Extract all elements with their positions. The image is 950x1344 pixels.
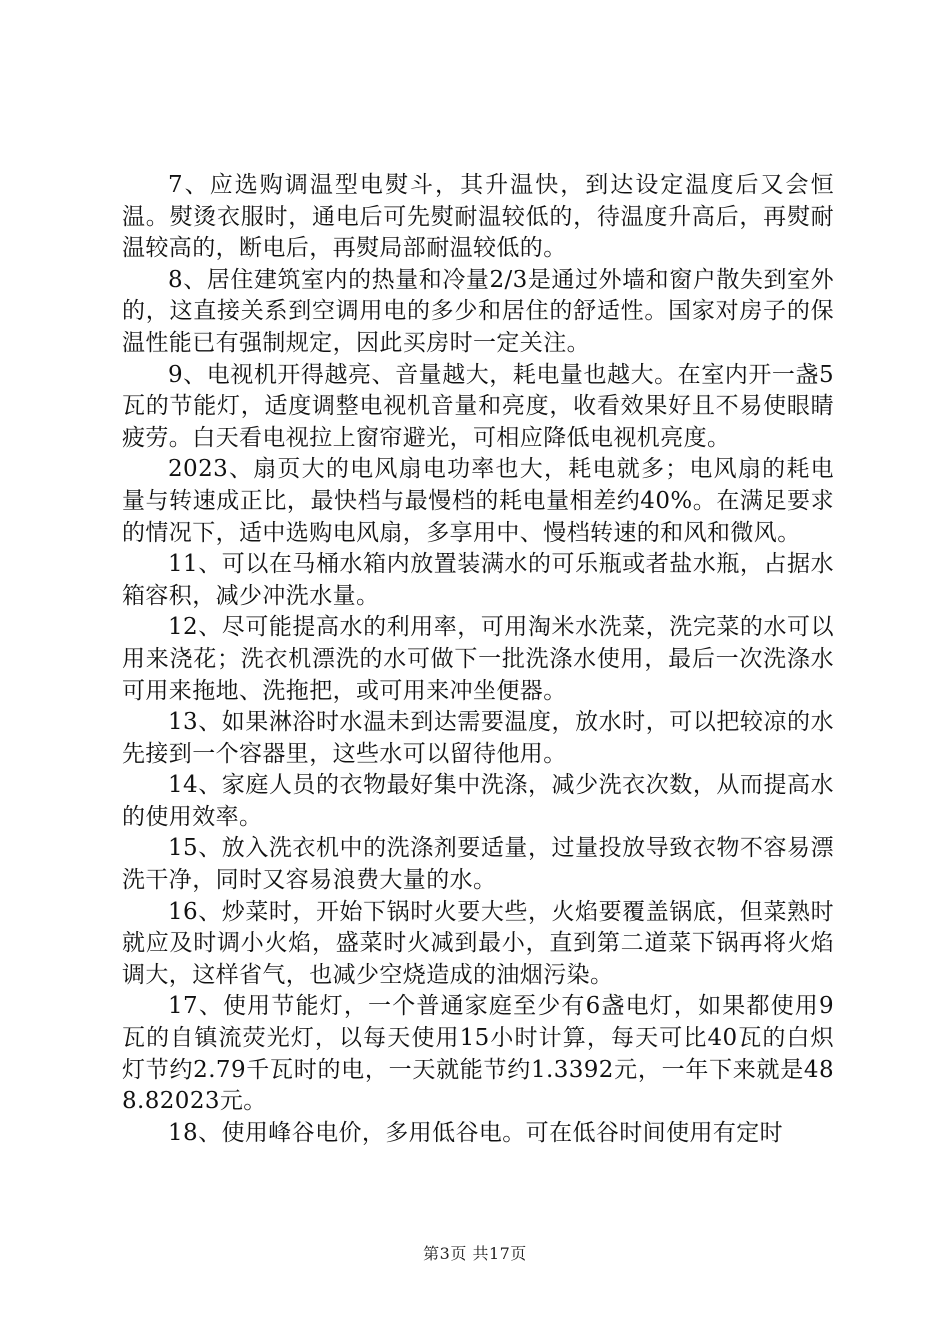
paragraph-11: 11、可以在马桶水箱内放置装满水的可乐瓶或者盐水瓶，占据水箱容积，减少冲洗水量。 xyxy=(122,551,834,609)
paragraph-8: 8、居住建筑室内的热量和冷量2/3是通过外墙和窗户散失到室外的，这直接关系到空调用电的多少和居住的舒适性。国家对房子的保温性能已有强制规定，因此买房时一定关注。 xyxy=(122,266,834,356)
paragraph-16: 16、炒菜时，开始下锅时火要大些，火焰要覆盖锅底，但菜熟时就应及时调小火焰，盛菜时火减到最小，直到第二道菜下锅再将火焰调大，这样省气，也减少空烧造成的油烟污染。 xyxy=(122,898,834,988)
paragraph-15: 15、放入洗衣机中的洗涤剂要适量，过量投放导致衣物不容易漂洗干净，同时又容易浪费大量的水。 xyxy=(122,835,834,894)
paragraph-17: 17、使用节能灯，一个普通家庭至少有6盏电灯，如果都使用9瓦的自镇流荧光灯，以每天使用15小时计算，每天可比40瓦的白炽灯节约2.79千瓦时的电，一天就能节约1.3392元，一年下来就是488.82023元。 xyxy=(122,993,834,1115)
paragraph-7: 7、应选购调温型电熨斗，其升温快，到达设定温度后又会恒温。熨烫衣服时，通电后可先熨耐温较低的，待温度升高后，再熨耐温较高的，断电后，再熨局部耐温较低的。 xyxy=(122,172,834,262)
paragraph-14: 14、家庭人员的衣物最好集中洗涤，减少洗衣次数，从而提高水的使用效率。 xyxy=(122,772,834,830)
paragraph-10: 2023、扇页大的电风扇电功率也大，耗电就多；电风扇的耗电量与转速成正比，最快档与最慢档的耗电量相差约40%。在满足要求的情况下，适中选购电风扇，多享用中、慢档转速的和风和微风。 xyxy=(122,456,834,546)
paragraph-9: 9、电视机开得越亮、音量越大，耗电量也越大。在室内开一盏5瓦的节能灯，适度调整电视机音量和亮度，收看效果好且不易使眼睛疲劳。白天看电视拉上窗帘避光，可相应降低电视机亮度。 xyxy=(122,361,834,451)
paragraph-12: 12、尽可能提高水的利用率，可用淘米水洗菜，洗完菜的水可以用来浇花；洗衣机漂洗的水可做下一批洗涤水使用，最后一次洗涤水可用来拖地、洗拖把，或可用来冲坐便器。 xyxy=(122,614,834,704)
paragraph-18: 18、使用峰谷电价，多用低谷电。可在低谷时间使用有定时 xyxy=(168,1119,784,1146)
paragraph-13: 13、如果淋浴时水温未到达需要温度，放水时，可以把较凉的水先接到一个容器里，这些水可以留待他用。 xyxy=(122,709,834,767)
page-number-footer: 第3页 共17页 xyxy=(423,1244,527,1263)
page-body xyxy=(122,170,834,1149)
